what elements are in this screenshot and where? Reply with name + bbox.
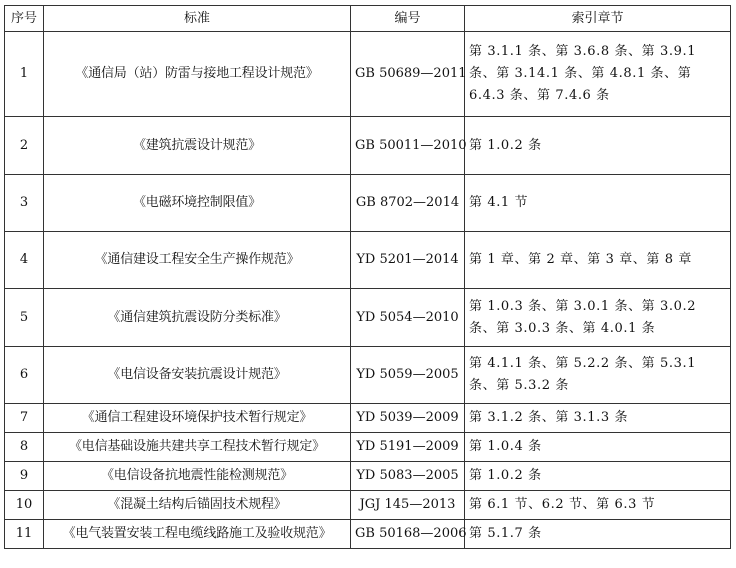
row-index: 9 (5, 462, 44, 491)
table-row (5, 462, 731, 491)
table-row (5, 232, 731, 289)
row-standard: 《通信建筑抗震设防分类标准》 (44, 289, 351, 347)
row-sections: 第 1.0.2 条 (465, 462, 731, 491)
row-code: GB 50689—2011 (351, 32, 465, 117)
row-code: GB 50168—2006 (351, 520, 465, 549)
row-sections: 第 4.1 节 (465, 175, 731, 232)
row-standard: 《电磁环境控制限值》 (44, 175, 351, 232)
row-code: YD 5059—2005 (351, 347, 465, 404)
table-row (5, 175, 731, 232)
row-code: GB 8702—2014 (351, 175, 465, 232)
row-code: YD 5054—2010 (351, 289, 465, 347)
row-standard: 《电信设备安装抗震设计规范》 (44, 347, 351, 404)
table-row (5, 32, 731, 117)
header-code: 编号 (351, 6, 465, 32)
row-standard: 《电信基础设施共建共享工程技术暂行规定》 (44, 433, 351, 462)
table-row (5, 491, 731, 520)
row-sections: 第 3.1.2 条、第 3.1.3 条 (465, 404, 731, 433)
table-row (5, 347, 731, 404)
table-row (5, 117, 731, 175)
row-standard: 《通信局（站）防雷与接地工程设计规范》 (44, 32, 351, 117)
row-code: YD 5201—2014 (351, 232, 465, 289)
row-code: JGJ 145—2013 (351, 491, 465, 520)
header-sections: 索引章节 (465, 6, 731, 32)
table-row (5, 433, 731, 462)
row-code: GB 50011—2010 (351, 117, 465, 175)
row-index: 3 (5, 175, 44, 232)
row-index: 10 (5, 491, 44, 520)
row-sections: 第 6.1 节、6.2 节、第 6.3 节 (465, 491, 731, 520)
table-header-row (5, 6, 731, 32)
row-index: 2 (5, 117, 44, 175)
row-index: 5 (5, 289, 44, 347)
table-row (5, 289, 731, 347)
row-sections: 第 4.1.1 条、第 5.2.2 条、第 5.3.1 条、第 5.3.2 条 (465, 347, 731, 404)
row-standard: 《通信建设工程安全生产操作规范》 (44, 232, 351, 289)
row-standard: 《建筑抗震设计规范》 (44, 117, 351, 175)
header-index: 序号 (5, 6, 44, 32)
row-standard: 《通信工程建设环境保护技术暂行规定》 (44, 404, 351, 433)
row-index: 6 (5, 347, 44, 404)
row-index: 1 (5, 32, 44, 117)
row-sections: 第 5.1.7 条 (465, 520, 731, 549)
row-index: 4 (5, 232, 44, 289)
row-sections: 第 1.0.4 条 (465, 433, 731, 462)
header-standard: 标准 (44, 6, 351, 32)
row-sections: 第 1.0.3 条、第 3.0.1 条、第 3.0.2 条、第 3.0.3 条、第 4.0.1 条 (465, 289, 731, 347)
row-sections: 第 1 章、第 2 章、第 3 章、第 8 章 (465, 232, 731, 289)
table-row (5, 404, 731, 433)
row-sections: 第 1.0.2 条 (465, 117, 731, 175)
reference-standards-table (4, 5, 731, 549)
row-standard: 《电气装置安装工程电缆线路施工及验收规范》 (44, 520, 351, 549)
row-index: 11 (5, 520, 44, 549)
row-standard: 《混凝土结构后锚固技术规程》 (44, 491, 351, 520)
row-index: 8 (5, 433, 44, 462)
row-code: YD 5083—2005 (351, 462, 465, 491)
table-row (5, 520, 731, 549)
row-code: YD 5191—2009 (351, 433, 465, 462)
row-index: 7 (5, 404, 44, 433)
row-sections: 第 3.1.1 条、第 3.6.8 条、第 3.9.1 条、第 3.14.1 条、第 4.8.1 条、第 6.4.3 条、第 7.4.6 条 (465, 32, 731, 117)
row-standard: 《电信设备抗地震性能检测规范》 (44, 462, 351, 491)
row-code: YD 5039—2009 (351, 404, 465, 433)
